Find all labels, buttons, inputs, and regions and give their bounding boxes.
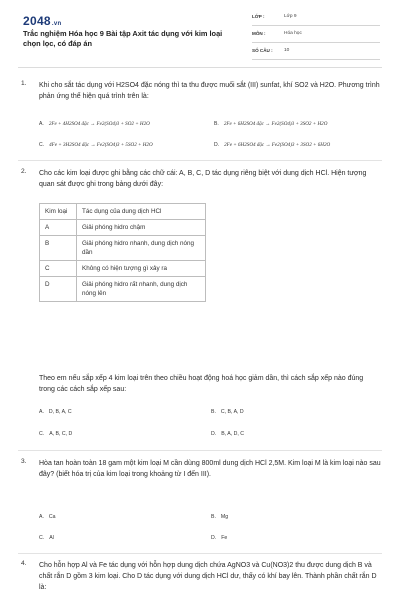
question-followup-text: Theo em nếu sắp xếp 4 kim loại trên theo chiều hoạt động hoá học giảm dần, thì cách sắp xếp nào đúng trong các cách sắp xếp sau: [39, 375, 364, 393]
option-d[interactable] [211, 431, 244, 437]
question-number: 1. [21, 80, 27, 87]
table-header-cell: Tác dụng của dung dịch HCl [77, 204, 206, 220]
option-c[interactable] [39, 142, 153, 148]
meta-row-grade [252, 12, 380, 26]
logo-text: 2048 [23, 14, 51, 28]
option-label: D. [211, 535, 217, 541]
question-text: Cho hỗn hợp Al và Fe tác dụng với hỗn hợp dung dịch chứa AgNO3 và Cu(NO3)2 thu được dung dịch B và chất rắn D gồm 3 kim loại. Cho D tác dụng với dung dịch HCl dư, thấy có khí bay lên. Thành phần chất rắn D là: [39, 562, 377, 591]
reaction-table [39, 203, 206, 302]
meta-value: Lớp 9 [284, 14, 297, 19]
option-c[interactable] [39, 431, 72, 437]
table-cell: D [40, 277, 77, 302]
option-b[interactable] [214, 121, 327, 127]
option-label: C. [39, 535, 45, 541]
question-number: 2. [21, 168, 27, 175]
question-text: Cho các kim loại được ghi bằng các chữ cái: A, B, C, D tác dụng riêng biệt với dung dịch HCl. Hiện tượng quan sát được ghi trong bảng dưới đây: [39, 170, 367, 188]
document-title: Trắc nghiệm Hóa học 9 Bài tập Axit tác dụng với kim loại chọn lọc, có đáp án [23, 29, 223, 48]
table-row [40, 220, 206, 236]
option-label: D. [214, 142, 220, 148]
option-text: Al [49, 535, 54, 541]
table-cell: B [40, 236, 77, 261]
option-text: C, B, A, D [220, 409, 244, 415]
option-label: B. [214, 121, 219, 127]
question-text: Hòa tan hoàn toàn 18 gam một kim loại M cần dùng 800ml dung dịch HCl 2,5M. Kim loại M là kim loại nào sau đây? (biết hóa trị của kim loại trong khoảng từ I đến III). [39, 460, 381, 478]
meta-info [252, 12, 380, 63]
meta-key: LỚP : [252, 14, 265, 19]
option-label: D. [211, 431, 217, 437]
option-label: C. [39, 142, 45, 148]
option-d[interactable] [214, 142, 330, 148]
option-text: Ca [48, 514, 56, 520]
option-text: 2Fe + 6H2SO4 đặc → Fe2(SO4)3 + 3SO2 + 6H2O [224, 142, 331, 148]
table-cell: Không có hiện tượng gì xảy ra [77, 261, 206, 277]
table-cell: Giải phóng hidro rất nhanh, dung dịch nóng lên [77, 277, 206, 302]
meta-key: SỐ CÂU : [252, 48, 273, 53]
option-a[interactable] [39, 409, 72, 415]
table-cell: Giải phóng hidro nhanh, dung dịch nóng dần [77, 236, 206, 261]
page-header [0, 0, 400, 62]
option-label: A. [39, 409, 44, 415]
table-row [40, 277, 206, 302]
table-cell: A [40, 220, 77, 236]
option-d[interactable] [211, 535, 227, 541]
meta-key: MÔN : [252, 31, 266, 36]
table-row [40, 261, 206, 277]
site-logo[interactable] [23, 14, 61, 28]
table-cell: Giải phóng hidro chậm [77, 220, 206, 236]
option-text: Fe [221, 535, 228, 541]
option-label: B. [211, 409, 216, 415]
option-text: 2Fe + 6H2SO4 đặc → Fe2(SO4)3 + 3SO2 + H2O [223, 121, 328, 127]
option-label: A. [39, 121, 44, 127]
table-row [40, 236, 206, 261]
table-cell: C [40, 261, 77, 277]
option-c[interactable] [39, 535, 54, 541]
meta-row-subject [252, 29, 380, 43]
question-number: 4. [21, 560, 27, 567]
question-divider [18, 160, 382, 161]
question-number: 3. [21, 458, 27, 465]
option-label: B. [211, 514, 216, 520]
meta-row-count [252, 46, 380, 60]
header-divider [18, 67, 382, 68]
meta-value: 10 [284, 48, 290, 53]
option-text: D, B, A, C [48, 409, 72, 415]
option-b[interactable] [211, 409, 244, 415]
option-a[interactable] [39, 121, 150, 127]
option-text: Mg [220, 514, 229, 520]
option-text: 2Fe + 4H2SO4 đặc → Fe2(SO4)3 + SO2 + H2O [48, 121, 150, 127]
option-label: C. [39, 431, 45, 437]
question-divider [18, 553, 382, 554]
question-divider [18, 450, 382, 451]
option-label: A. [39, 514, 44, 520]
table-header-row [40, 204, 206, 220]
option-text: B, A, D, C [221, 431, 244, 437]
option-text: A, B, C, D [49, 431, 73, 437]
option-a[interactable] [39, 514, 56, 520]
table-header-cell: Kim loại [40, 204, 77, 220]
option-b[interactable] [211, 514, 228, 520]
meta-value: Hóa học [284, 31, 302, 36]
logo-suffix: .vn [51, 21, 62, 27]
question-text: Khi cho sắt tác dụng với H2SO4 đặc nóng thì ta thu được muối sắt (III) sunfat, khí SO2 và H2O. Phương trình phản ứng thể hiện quá trình trên là: [39, 82, 380, 100]
option-text: 4Fe + 3H2SO4 đặc → Fe2(SO4)3 + 5SO2 + H2O [49, 142, 153, 148]
